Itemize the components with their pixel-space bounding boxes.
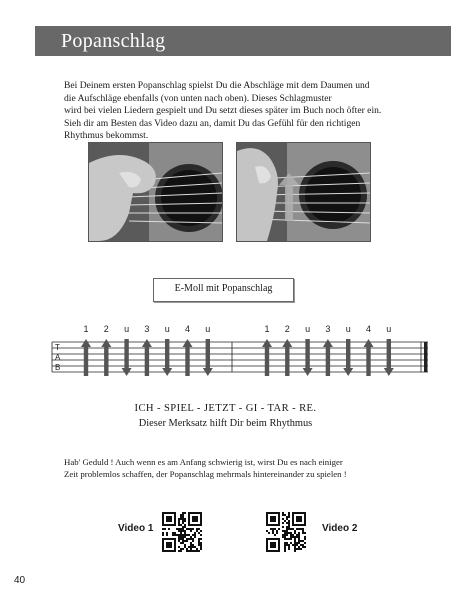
barline-end-thick [424, 342, 428, 372]
tab-clef-a: A [55, 353, 61, 362]
strum-down-arrow [303, 339, 313, 376]
strum-tab [0, 320, 451, 384]
strum-up-arrow [364, 339, 374, 376]
count-label: u [305, 324, 311, 334]
count-label: u [345, 324, 351, 334]
count-label: u [205, 324, 211, 334]
count-label: 3 [144, 324, 150, 334]
strum-up-arrow [323, 339, 333, 376]
count-label: 2 [103, 324, 109, 334]
patience-note [64, 456, 347, 480]
tab-clef-t: T [55, 343, 60, 352]
video-2-qr-code[interactable] [266, 512, 306, 552]
intro-line: Rhythmus bekommst. [64, 130, 149, 142]
title-bar [35, 26, 451, 56]
intro-line: die Aufschläge ebenfalls (von unten nach oben). Dieses Schlagmuster [64, 92, 332, 104]
tab-clef-b: B [55, 363, 61, 372]
count-label: 1 [83, 324, 89, 334]
count-label: 4 [184, 324, 191, 334]
page-title: Popanschlag [61, 30, 166, 52]
count-label: 1 [264, 324, 270, 334]
count-label: u [124, 324, 130, 334]
chord-label: E-Moll mit Popanschlag [174, 283, 273, 294]
strum-up-arrow [183, 339, 193, 376]
strum-down-arrow [384, 339, 394, 376]
page-number: 40 [14, 575, 26, 586]
video-1-label: Video 1 [118, 523, 154, 534]
intro-line: Bei Deinem ersten Popanschlag spielst Du die Abschläge mit dem Daumen und [64, 80, 370, 91]
strum-up-arrow [81, 339, 91, 376]
note-line: Zeit problemlos schaffen, der Popanschlag mehrmals hintereinander zu spielen ! [64, 469, 347, 479]
strum-up-arrow [282, 339, 292, 376]
strum-up-arrow [101, 339, 111, 376]
count-label: 2 [284, 324, 290, 334]
strum-down-arrow [122, 339, 132, 376]
strum-down-arrow [343, 339, 353, 376]
count-label: u [386, 324, 392, 334]
strum-down-arrow [203, 339, 213, 376]
note-line: Hab' Geduld ! Auch wenn es am Anfang schwierig ist, wirst Du es nach einiger [64, 457, 343, 467]
chord-label-box [153, 278, 294, 302]
video-1-qr-code[interactable] [162, 512, 202, 552]
count-label: 3 [325, 324, 331, 334]
strum-up-arrow [262, 339, 272, 376]
intro-line: wird bei vielen Liedern gespielt und Du setzt dieses später im Buch noch öfter ein. [64, 105, 382, 117]
strum-photo-left [88, 142, 223, 242]
strum-up-arrow [142, 339, 152, 376]
count-label: 4 [365, 324, 372, 334]
video-2-label: Video 2 [322, 523, 358, 534]
strum-down-arrow [162, 339, 172, 376]
intro-text [64, 80, 424, 143]
count-label: u [164, 324, 170, 334]
strum-photo-right [236, 142, 371, 242]
intro-line: Sieh dir am Besten das Video dazu an, damit Du das Gefühl für den richtigen [64, 117, 361, 129]
mnemonic-caption: Dieser Merksatz hilft Dir beim Rhythmus [138, 418, 313, 429]
mnemonic-syllables: ICH - SPIEL - JETZT - GI - TAR - RE. [134, 403, 317, 414]
